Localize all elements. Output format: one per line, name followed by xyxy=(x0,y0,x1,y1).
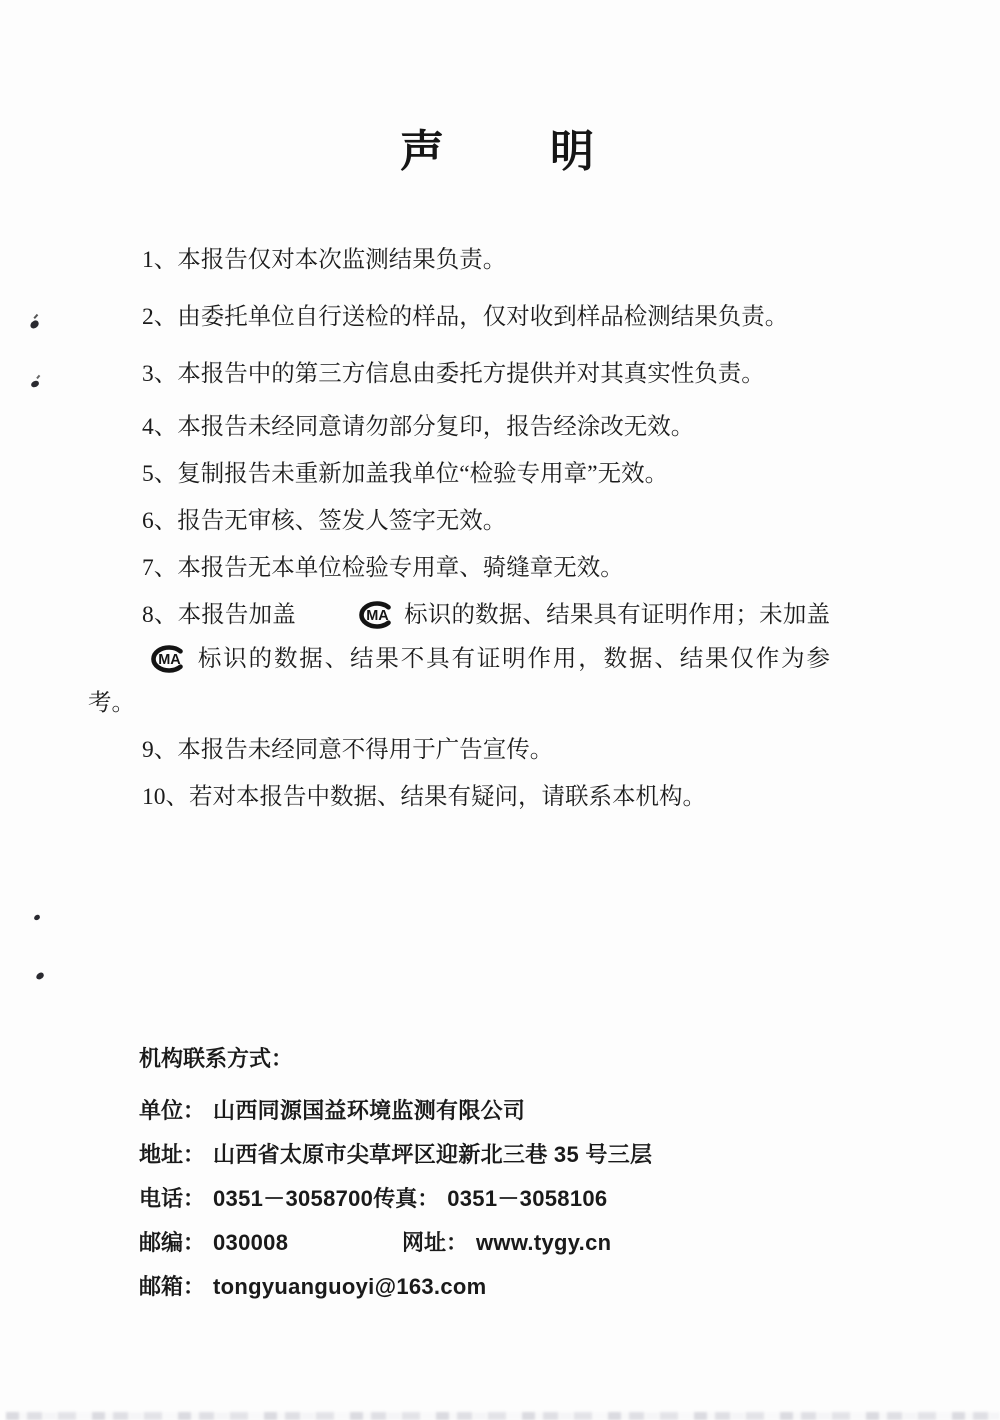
statements-list xyxy=(88,238,830,819)
statement-item: 5、复制报告未重新加盖我单位“检验专用章”无效。 xyxy=(142,461,669,487)
contact-label: 电话： xyxy=(139,1186,206,1211)
contact-lines xyxy=(139,1096,1000,1302)
contact-value: 山西同源国益环境监测有限公司 xyxy=(213,1098,526,1123)
contact-label: 网址： xyxy=(402,1230,469,1255)
statement-item: 1、本报告仅对本次监测结果负责。 xyxy=(142,247,507,273)
contact-value: tongyuanguoyi@163.com xyxy=(213,1274,487,1299)
statement-item: 10、若对本报告中数据、结果有疑问，请联系本机构。 xyxy=(142,784,706,810)
statement-item: 3、本报告中的第三方信息由委托方提供并对其真实性负责。 xyxy=(142,361,765,387)
ink-speck xyxy=(35,972,45,981)
cma-mark-icon xyxy=(95,637,189,681)
statement-item: 2、由委托单位自行送检的样品，仅对收到样品检测结果负责。 xyxy=(142,304,789,330)
contact-pair xyxy=(139,1272,486,1302)
contact-pair xyxy=(139,1184,373,1214)
statement-item: 4、本报告未经同意请勿部分复印，报告经涂改无效。 xyxy=(142,414,695,440)
contact-value: 0351－3058106 xyxy=(447,1186,608,1211)
contact-label: 邮箱： xyxy=(139,1274,206,1299)
contact-heading: 机构联系方式： xyxy=(139,1046,294,1071)
ink-speck xyxy=(33,914,40,921)
contact-pair xyxy=(373,1184,607,1214)
contact-line xyxy=(139,1096,1000,1126)
contact-line xyxy=(139,1228,1000,1258)
contact-label: 传真： xyxy=(373,1186,440,1211)
ink-speck xyxy=(30,380,39,388)
contact-value: www.tygy.cn xyxy=(476,1230,612,1255)
contact-value: 山西省太原市尖草坪区迎新北三巷 35 号三层 xyxy=(213,1142,653,1167)
contact-line xyxy=(139,1140,1000,1170)
contact-label: 单位： xyxy=(139,1098,206,1123)
contact-value: 0351－3058700 xyxy=(213,1186,374,1211)
ink-speck xyxy=(29,319,40,329)
contact-line xyxy=(139,1272,1000,1302)
page-title: 声 明 xyxy=(400,127,600,176)
contact-pair xyxy=(402,1228,611,1258)
cma-mark-icon xyxy=(303,593,397,637)
statement-item: 6、报告无审核、签发人签字无效。 xyxy=(142,508,507,534)
page-bleed-through xyxy=(6,1412,1000,1420)
contact-pair xyxy=(139,1228,402,1258)
svg-text:MA: MA xyxy=(366,608,389,624)
svg-text:MA: MA xyxy=(158,652,181,668)
contact-label: 地址： xyxy=(139,1142,206,1167)
contact-value: 030008 xyxy=(213,1230,289,1255)
statement-item: 8、本报告加盖 MA 标识的数据、结果具有证明作用；未加盖 MA 标识的数据、结果不具有证明作用，数据、结果仅作为参考。 xyxy=(88,593,830,725)
contact-label: 邮编： xyxy=(139,1230,206,1255)
statement-item: 7、本报告无本单位检验专用章、骑缝章无效。 xyxy=(142,555,624,581)
contact-line xyxy=(139,1184,1000,1214)
contact-pair xyxy=(139,1096,525,1126)
contact-pair xyxy=(139,1140,652,1170)
statement-item: 9、本报告未经同意不得用于广告宣传。 xyxy=(142,737,554,763)
contact-section xyxy=(139,1044,1000,1302)
